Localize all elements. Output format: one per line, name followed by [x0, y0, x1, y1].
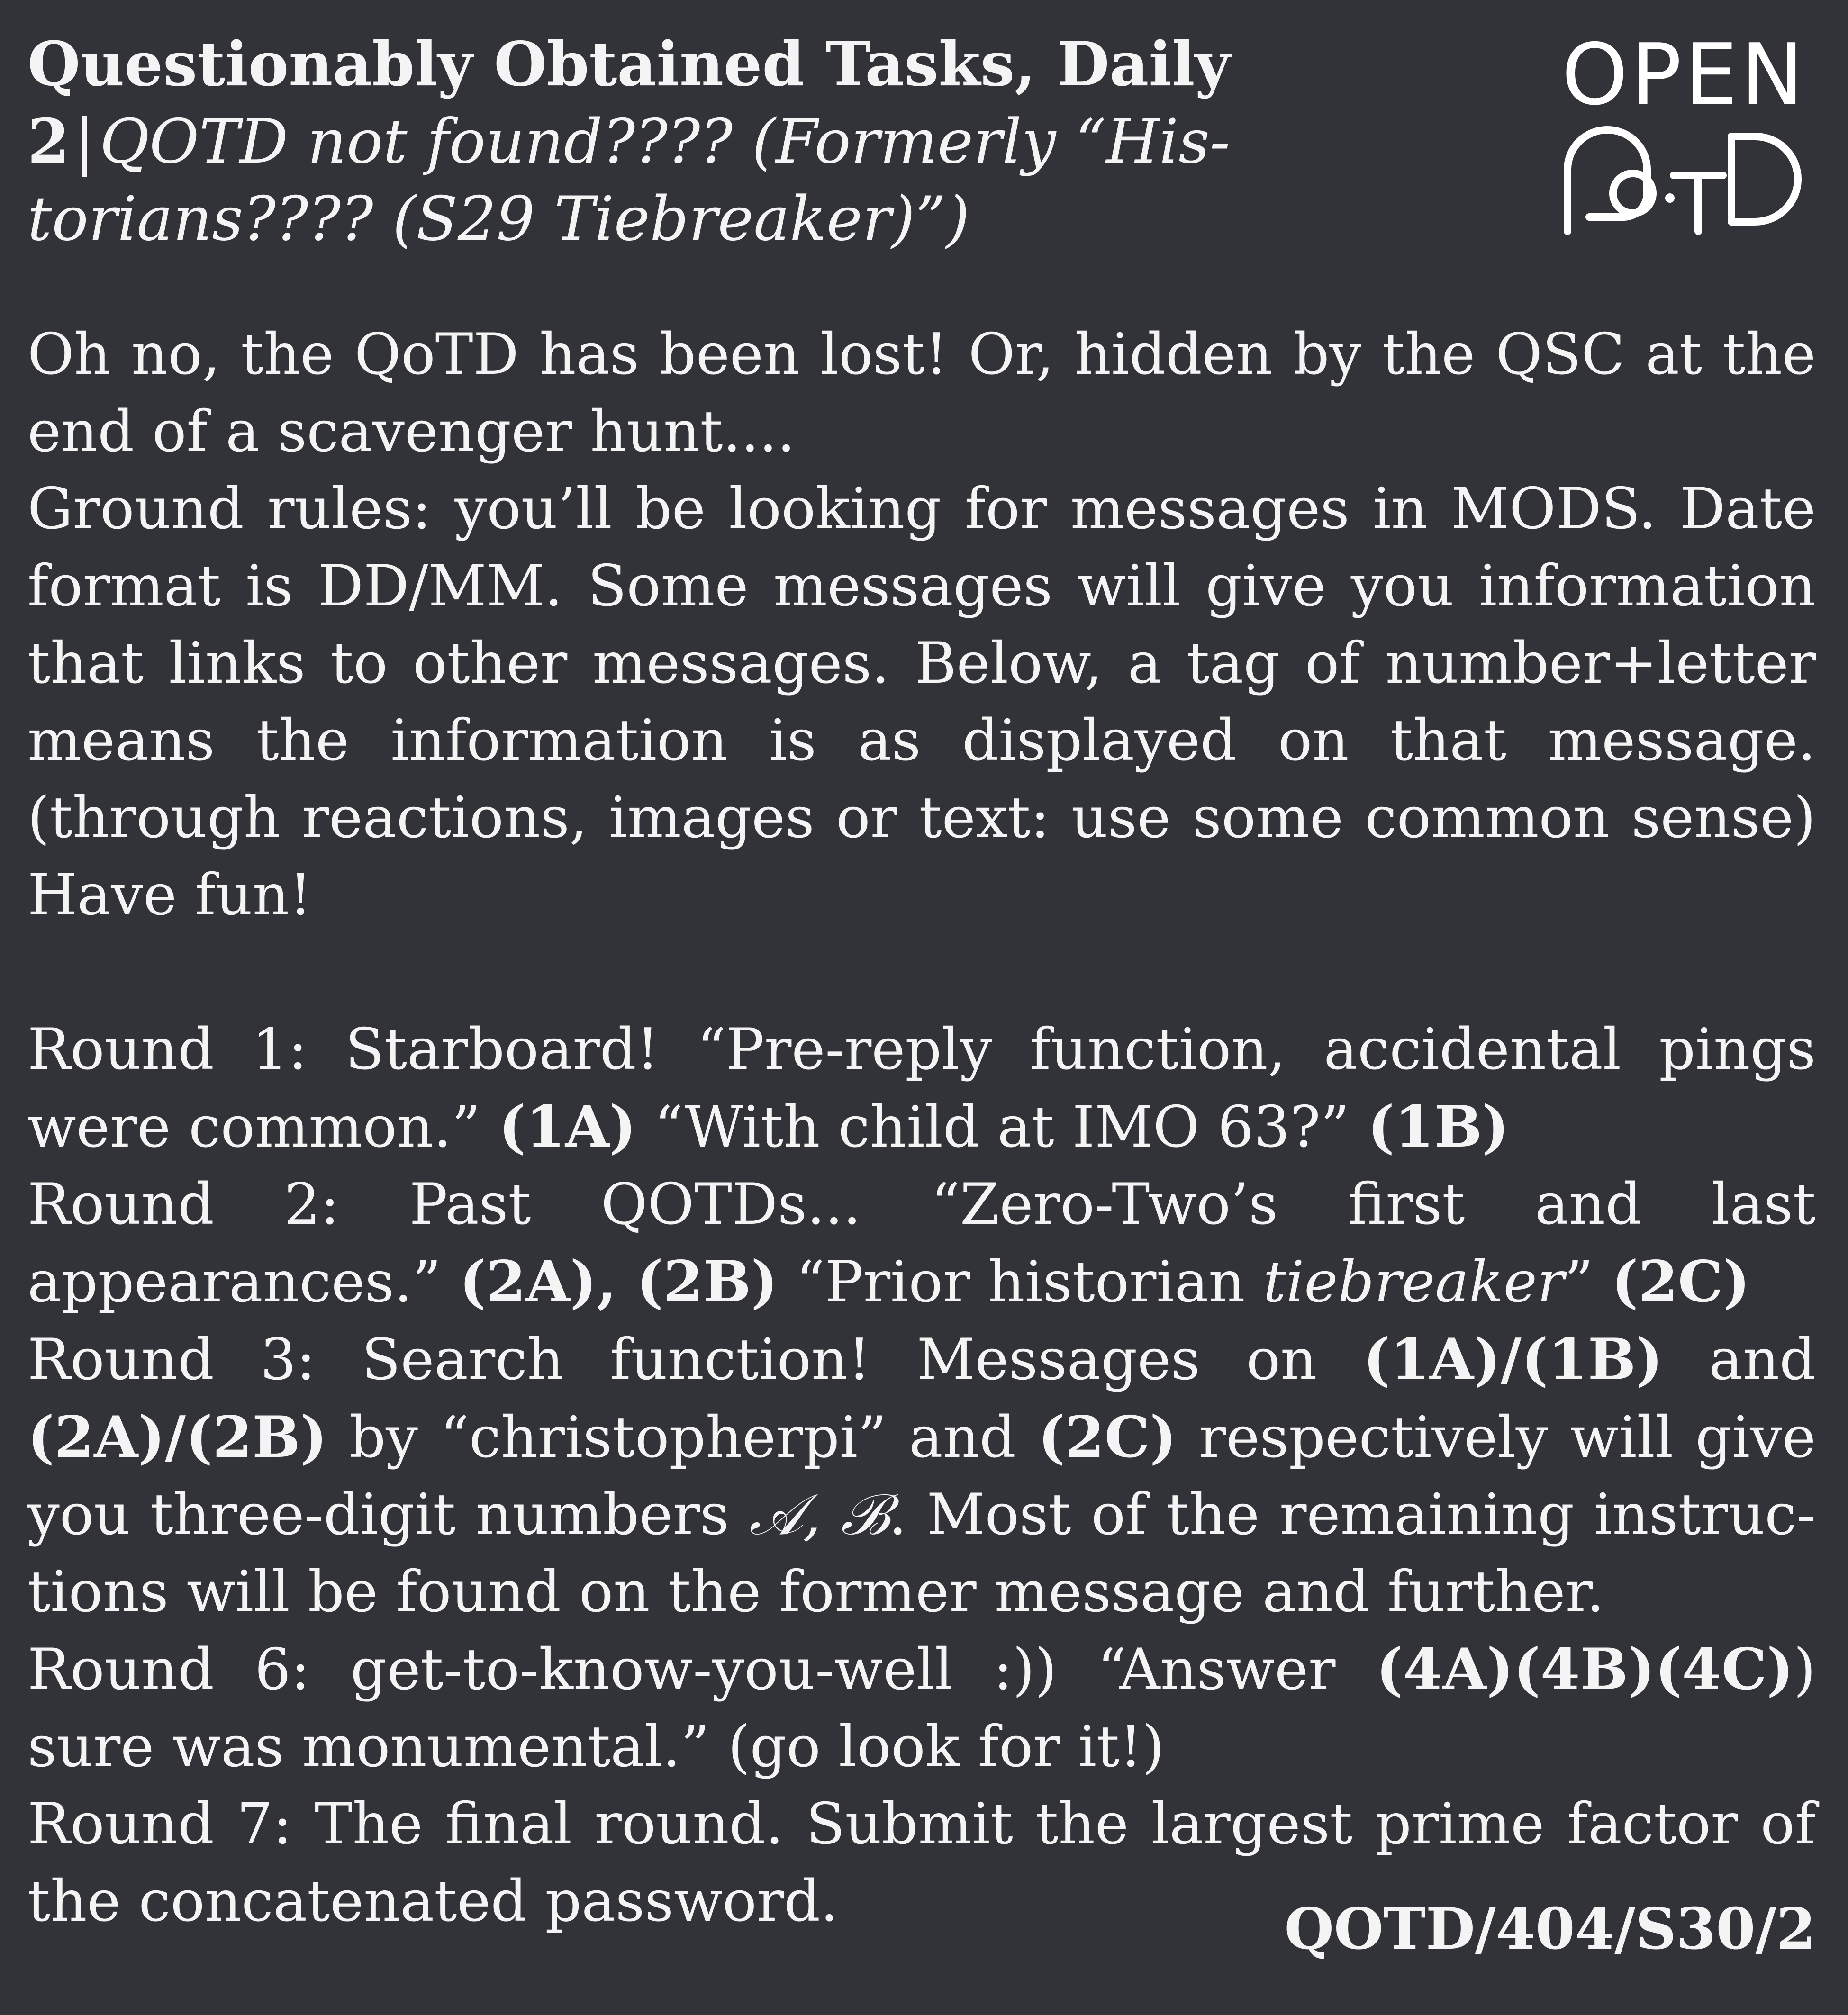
intro-paragraph-2: Ground rules: you’ll be looking for messages in MODS. Date format is DD/MM. Some messages will give you information that links to other messages. Below, a tag of number+letter means the information is as displayed on that message. (through reactions, images or text: use some common sense) Have fun!: [27, 476, 1816, 928]
title-separator: |: [74, 107, 95, 177]
round-3: [27, 1321, 1816, 1631]
round-3-text: Round 3: Search function! Messages on: [27, 1327, 1363, 1393]
tag-1a: (1A): [498, 1093, 636, 1160]
round-6: [27, 1631, 1816, 1786]
round-3-text-3: by “christopherpi” and: [327, 1405, 1038, 1471]
math-variables: 𝒜, ℬ: [749, 1482, 889, 1548]
round-1-text: Round 1: Starboard! “Pre-reply function, accidental pings were common.”: [27, 1017, 1816, 1160]
puzzle-text: [27, 316, 1816, 1940]
qotd-code: QOTD/404/S30/2: [1284, 1896, 1816, 1962]
round-1-text-2: “With child at IMO 63?”: [636, 1094, 1368, 1160]
tag-2a-2b-ref: (2A)/(2B): [27, 1404, 327, 1471]
tag-1a-1b: (1A)/(1B): [1363, 1326, 1663, 1393]
round-2-text: Round 2: Past QOTDs... “Zero-Two’s first and last appearances.”: [27, 1172, 1816, 1315]
round-2-text-2: “Prior historian: [778, 1249, 1263, 1315]
round-1: [27, 1011, 1816, 1166]
round-3-text-4: respectively will give you three-digit numbers: [27, 1405, 1816, 1548]
subtitle-line-2: torians???? (S29 Tiebreaker)”): [27, 184, 970, 254]
paragraph-gap: [27, 934, 1816, 1011]
round-3-text-5: . Most of the remaining instructions will be found on the former message and further.: [27, 1482, 1816, 1625]
tag-1b: (1B): [1368, 1093, 1509, 1160]
header: [27, 26, 1430, 258]
round-6-text-2: ) sure was monumental.” (go look for it!): [27, 1637, 1816, 1780]
tag-4a-4b-4c: (4A)(4B)(4C): [1376, 1636, 1794, 1703]
round-2: [27, 1166, 1816, 1321]
page-subtitle: [27, 107, 1230, 254]
page-title: Questionably Obtained Tasks, Daily: [27, 29, 1230, 100]
intro-paragraph-1: Oh no, the QoTD has been lost! Or, hidden by the QSC at the end of a scavenger hunt....: [27, 322, 1816, 465]
round-2-italic: tiebreaker: [1263, 1249, 1565, 1315]
open-qotd-logo: [1561, 26, 1807, 238]
tag-2c: (2C): [1611, 1248, 1750, 1315]
round-7: Round 7: The final round. Submit the largest prime factor of the concatenated password.: [27, 1791, 1816, 1934]
tag-2c-ref: (2C): [1038, 1404, 1177, 1471]
subtitle-line-1: QOTD not found???? (Formerly “His-: [100, 107, 1230, 177]
logo-open-text: OPEN: [1561, 26, 1807, 124]
tag-2a-2b: (2A), (2B): [459, 1248, 778, 1315]
logo-qotd-mark: [1561, 122, 1807, 236]
qotd-number: 2: [27, 106, 70, 177]
round-2-text-3: ”: [1564, 1249, 1612, 1315]
qotd-card: [27, 26, 1816, 1992]
round-6-text: Round 6: get-to-know-you-well :)) “Answer: [27, 1637, 1376, 1703]
round-3-text-2: and: [1663, 1327, 1816, 1393]
